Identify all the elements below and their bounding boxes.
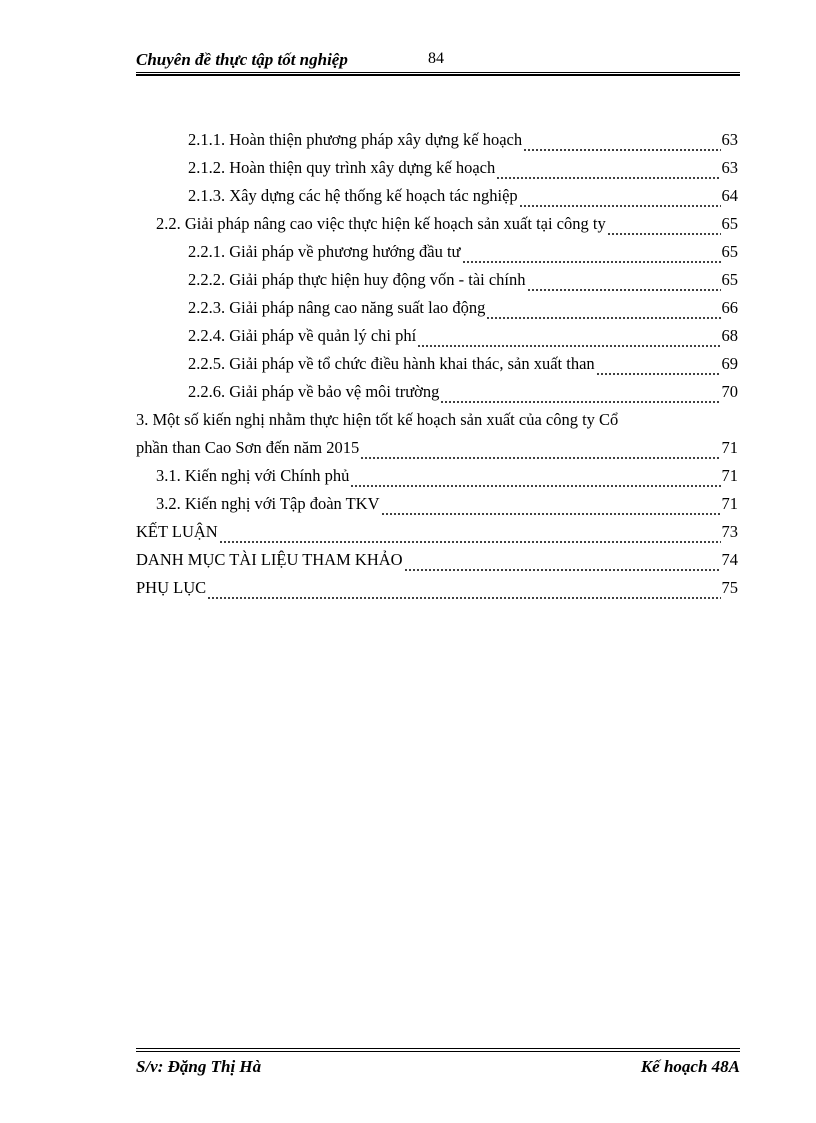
toc-entry-line1[interactable]: 3. Một số kiến nghị nhằm thực hiện tốt kế hoạch sản xuất của công ty Cổ — [136, 410, 619, 429]
toc-entry[interactable]: 2.1.1. Hoàn thiện phương pháp xây dựng kế hoạch 63 — [136, 130, 738, 158]
toc-entry[interactable]: 2.2.1. Giải pháp về phương hướng đầu tư 65 — [136, 242, 738, 270]
toc-entry[interactable]: 2.2.3. Giải pháp nâng cao năng suất lao động 66 — [136, 298, 738, 326]
toc-entry[interactable]: 2.2.5. Giải pháp về tổ chức điều hành khai thác, sản xuất than 69 — [136, 354, 738, 382]
toc-entry[interactable]: KẾT LUẬN 73 — [136, 522, 738, 550]
page-header — [136, 48, 740, 73]
page-footer — [136, 1048, 740, 1079]
toc-entry[interactable]: DANH MỤC TÀI LIỆU THAM KHẢO 74 — [136, 550, 738, 578]
toc-entry[interactable]: 2.2.4. Giải pháp về quản lý chi phí 68 — [136, 326, 738, 354]
toc-entry[interactable]: 3.1. Kiến nghị với Chính phủ 71 — [136, 466, 738, 494]
toc-entry[interactable]: 2.2. Giải pháp nâng cao việc thực hiện kế hoạch sản xuất tại công ty 65 — [136, 214, 738, 242]
page-number: 84 — [428, 50, 444, 67]
toc-entry[interactable]: 2.2.6. Giải pháp về bảo vệ môi trường 70 — [136, 382, 738, 410]
class-name: Kế hoạch 48A — [640, 1057, 740, 1076]
toc-entry[interactable]: 2.1.2. Hoàn thiện quy trình xây dựng kế hoạch 63 — [136, 158, 738, 186]
toc-entry[interactable]: PHỤ LỤC 75 — [136, 578, 738, 606]
document-title: Chuyên đề thực tập tốt nghiệp — [136, 50, 348, 69]
toc-entry-line2[interactable]: phần than Cao Sơn đến năm 2015 71 — [136, 438, 738, 466]
author-name: S/v: Đặng Thị Hà — [136, 1057, 262, 1076]
toc-entry[interactable]: 2.1.3. Xây dựng các hệ thống kế hoạch tác nghiệp 64 — [136, 186, 738, 214]
table-of-contents — [136, 130, 738, 606]
toc-entry[interactable]: 2.2.2. Giải pháp thực hiện huy động vốn - tài chính 65 — [136, 270, 738, 298]
toc-entry[interactable]: 3.2. Kiến nghị với Tập đoàn TKV 71 — [136, 494, 738, 522]
